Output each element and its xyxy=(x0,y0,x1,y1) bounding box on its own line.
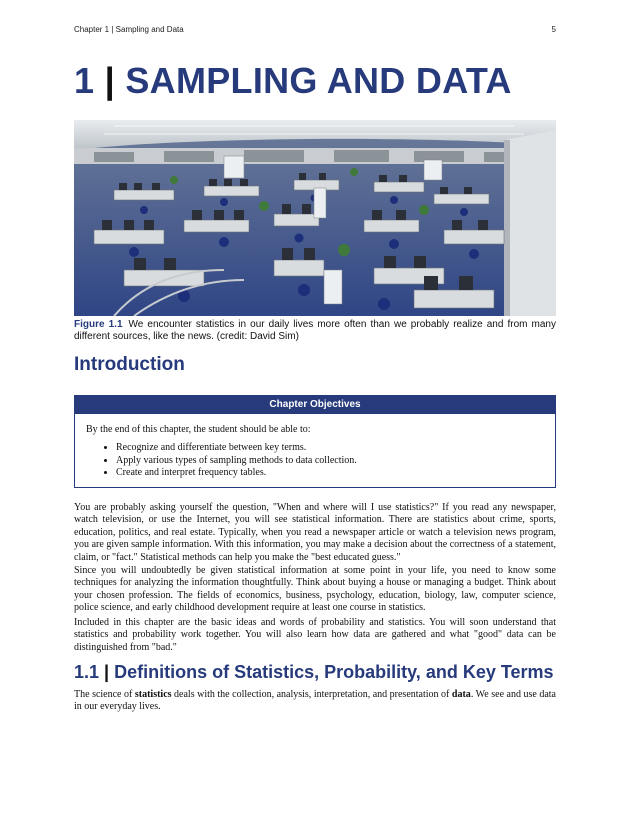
figure-label: Figure 1.1 xyxy=(74,319,123,330)
chapter-title xyxy=(74,60,512,102)
list-item: • Apply various types of sampling methods to data collection. xyxy=(116,455,357,468)
running-head xyxy=(74,25,556,34)
running-head-chapter: Chapter 1 | Sampling and Data xyxy=(74,25,184,34)
section-paragraph-text: deals with the collection, analysis, interpretation, and presentation of xyxy=(171,689,452,700)
key-term-data: data xyxy=(451,689,471,700)
section-paragraph-text: The science of xyxy=(74,689,135,700)
section-title: Definitions of Statistics, Probability, and Key Terms xyxy=(114,662,554,682)
paragraph: Included in this chapter are the basic ideas and words of probability and statistics. You will soon understand that statistics and probability work together. You will also learn how data are gathered and what "good" data can be distinguished from "bad." xyxy=(74,617,556,653)
key-term-statistics: statistics xyxy=(134,689,172,700)
paragraph: Since you will undoubtedly be given statistical information at some point in your life, you need to know some techniques for analyzing the information thoughtfully. Think about buying a house or managing a budget. Think about your chosen profession. The fields of economics, business, psychology, education, biology, law, computer science, police science, and early childhood development require at least one course in statistics. xyxy=(74,565,556,614)
chapter-objectives-list xyxy=(75,442,357,480)
list-item: • Recognize and differentiate between key terms. xyxy=(116,442,357,455)
page-number: 5 xyxy=(551,25,556,34)
introduction-heading: Introduction xyxy=(74,354,185,375)
chapter-title-separator: | xyxy=(104,60,116,101)
list-item: • Create and interpret frequency tables. xyxy=(116,467,357,480)
section-separator: | xyxy=(104,662,110,682)
chapter-number: 1 xyxy=(74,60,95,101)
section-number: 1.1 xyxy=(74,662,100,682)
section-paragraph xyxy=(74,689,556,714)
newsroom-photo-illustration xyxy=(74,120,556,316)
chapter-objectives-intro: By the end of this chapter, the student should be able to: xyxy=(86,424,311,435)
newsroom-photo xyxy=(74,120,556,316)
figure-caption xyxy=(74,319,556,343)
chapter-objectives-box xyxy=(74,395,556,488)
paragraph: You are probably asking yourself the question, "When and where will I use statistics?" If you read any newspaper, watch television, or use the Internet, you will see statistical information. There are statistics about crime, sports, education, politics, and real estate. Typically, when you read a newspaper article or watch a television news program, you are given sample information. With this information, you may make a decision about the correctness of a statement, claim, or "fact." Statistical methods can help you make the "best educated guess." xyxy=(74,502,556,563)
chapter-objectives-header: Chapter Objectives xyxy=(75,396,555,414)
section-paragraph-text: . We see and use data in our everyday lives. xyxy=(74,689,556,713)
section-heading xyxy=(74,662,554,683)
chapter-title-text: SAMPLING AND DATA xyxy=(125,60,512,101)
figure-caption-text: We encounter statistics in our daily lives more often than we probably realize and from many different sources, like the news. (credit: David Sim) xyxy=(74,319,556,342)
